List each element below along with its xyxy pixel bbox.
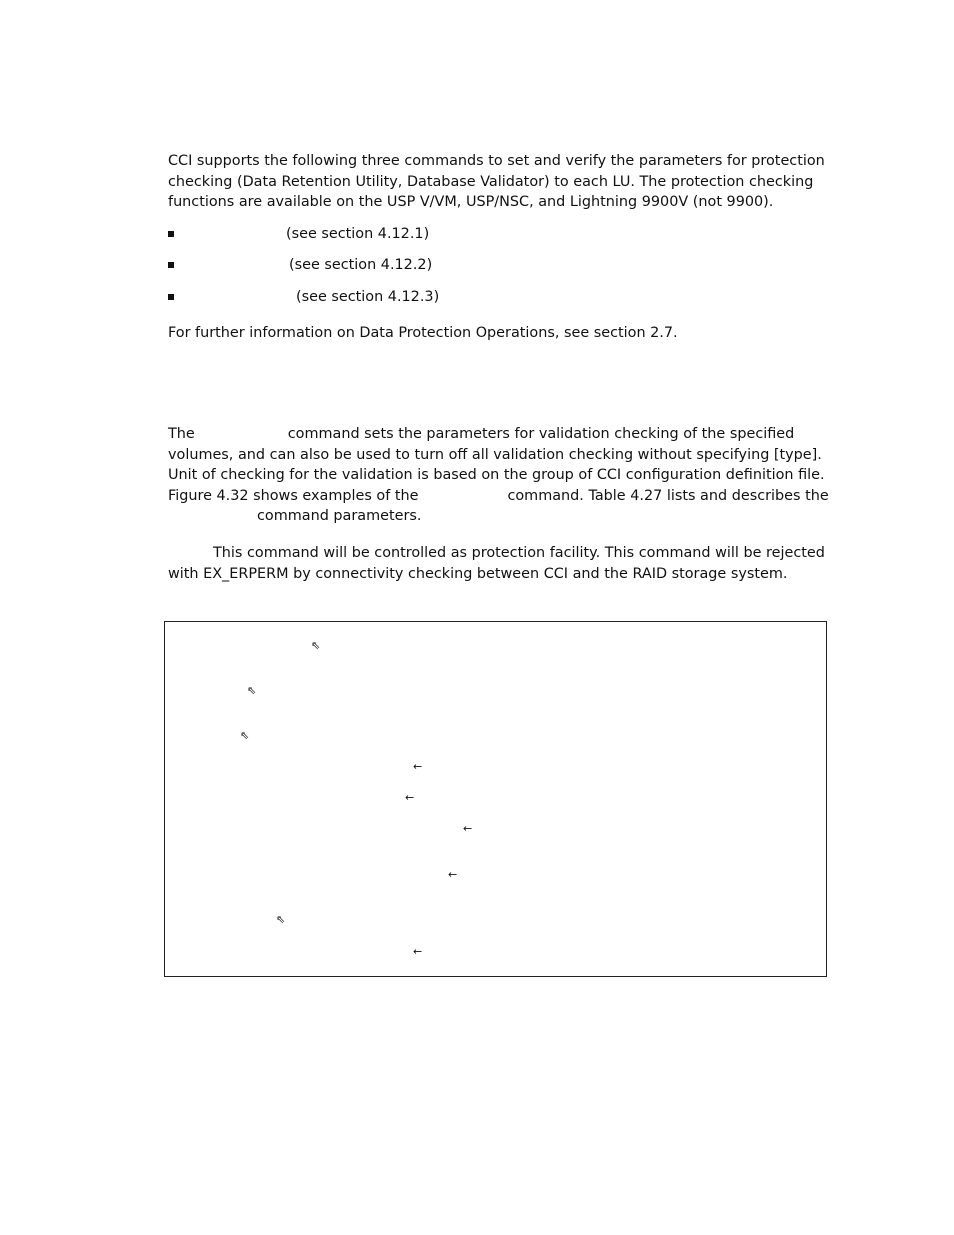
section-line: Unit of checking for the validation is based on the group of CCI configuration definition file. (168, 467, 825, 483)
nw-arrow-icon: ⇖ (240, 729, 250, 742)
bullet-square-icon (168, 294, 174, 300)
nw-arrow-icon: ⇖ (247, 684, 257, 697)
nw-arrow-icon: ⇖ (276, 913, 286, 926)
left-arrow-icon: ← (413, 760, 423, 773)
section-line1-end: command sets the parameters for validation checking of the specified (287, 426, 795, 442)
bullet-text: (see section 4.12.1) (286, 226, 430, 242)
bullet-text: (see section 4.12.3) (296, 289, 440, 305)
intro-line: functions are available on the USP V/VM, USP/NSC, and Lightning 9900V (not 9900). (168, 194, 774, 210)
left-arrow-icon: ← (448, 868, 458, 881)
left-arrow-icon: ← (405, 791, 415, 804)
figure-example-box (164, 621, 827, 977)
section-paragraph (168, 424, 828, 527)
section-line1-start: The (168, 426, 195, 442)
left-arrow-icon: ← (413, 945, 423, 958)
nw-arrow-icon: ⇖ (311, 639, 321, 652)
intro-line: checking (Data Retention Utility, Database Validator) to each LU. The protection checking (168, 173, 814, 190)
bullet-square-icon (168, 231, 174, 237)
bullet-square-icon (168, 262, 174, 268)
intro-line: CCI supports the following three commands to set and verify the parameters for protection (168, 153, 825, 169)
left-arrow-icon: ← (463, 822, 473, 835)
section-line (168, 506, 828, 527)
intro-paragraph (168, 151, 828, 213)
note-line (168, 543, 828, 564)
section-line5-text: command parameters. (257, 508, 422, 524)
section-line (168, 424, 828, 445)
section-line4-end: command. Table 4.27 lists and describes the (507, 487, 829, 504)
note-line1-text: This command will be controlled as protection facility. This command will be rejected (213, 545, 825, 561)
note-line: with EX_ERPERM by connectivity checking between CCI and the RAID storage system. (168, 565, 788, 582)
further-info-paragraph (168, 323, 828, 344)
section-line: volumes, and can also be used to turn off all validation checking without specifying [type]. (168, 446, 822, 463)
note-paragraph (168, 543, 828, 584)
section-line (168, 486, 828, 507)
bullet-text: (see section 4.12.2) (289, 257, 433, 273)
section-line4-start: Figure 4.32 shows examples of the (168, 487, 419, 504)
further-info-text: For further information on Data Protection Operations, see section 2.7. (168, 325, 678, 341)
